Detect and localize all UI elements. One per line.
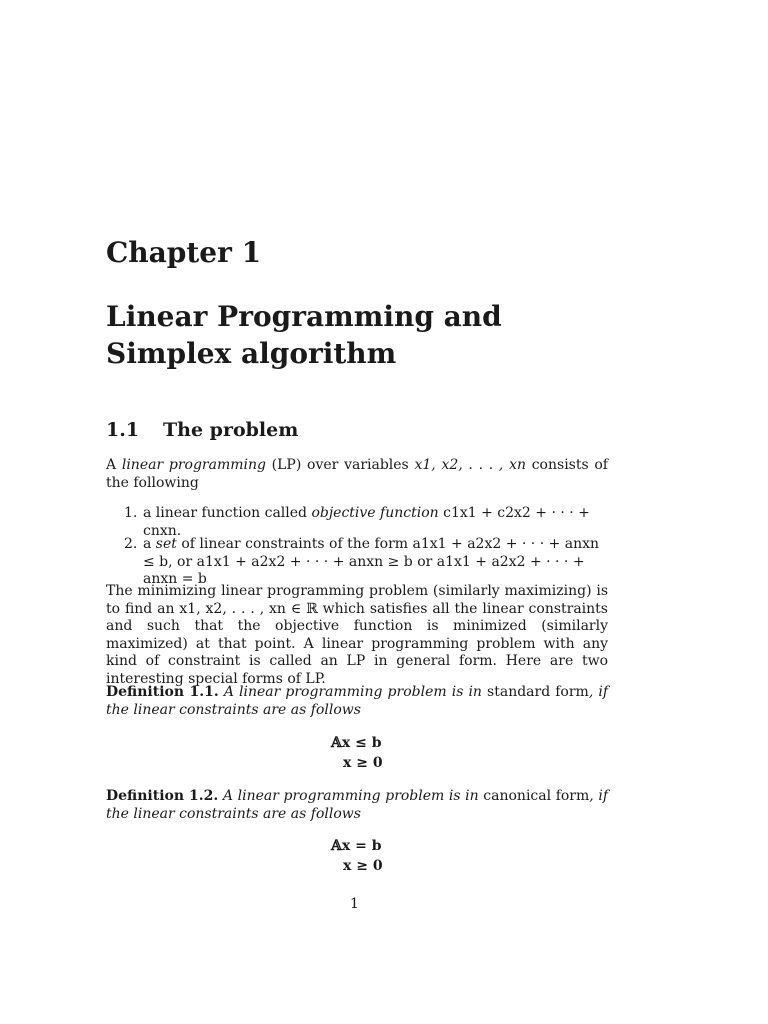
definition-term: canonical form [483, 788, 590, 804]
intro-emphasis: linear programming [121, 457, 266, 473]
intro-text: (LP) over variables [265, 457, 415, 473]
definition-term: standard form [487, 684, 589, 700]
chapter-label: Chapter 1 [106, 236, 262, 269]
definition-text: A linear programming problem is in [218, 684, 488, 700]
section-title: The problem [163, 419, 299, 441]
definition-label: Definition 1.1. [106, 684, 219, 700]
equation: 𝔸x ≤ b [331, 735, 382, 751]
chapter-title: Linear Programming and Simplex algorithm [106, 300, 502, 370]
list-item-body [143, 536, 610, 589]
intro-math: x1, x2, . . . , xn [414, 457, 526, 473]
list-math: c1x1 + c2x2 + · · · + cnxn. [143, 505, 590, 539]
body-paragraph: The minimizing linear programming problem (similarly maximizing) is to find an x1, x2, . . . , xn ∈ ℝ which satisfies all the linear constraints and such that the objective function is minimized (similarly maximized) at that point. A linear programming problem with any kind of constraint is called an LP in general form. Here are two interesting special forms of LP. [106, 583, 608, 687]
list-math: of linear constraints of the form a1x1 + a2x2 + · · · + anxn ≤ b, or a1x1 + a2x2 + · · · + anxn ≥ b or a1x1 + a2x2 + · · · + anxn = b [143, 536, 600, 587]
definition-text: , if the linear constraints are as follows [106, 788, 608, 822]
equation: x ≥ 0 [343, 755, 383, 771]
definition-2 [106, 787, 608, 823]
section-heading [106, 419, 298, 441]
list-text: a linear function called [143, 505, 312, 521]
list-emphasis: set [155, 536, 177, 552]
intro-text: consists of the following [106, 457, 608, 491]
definition-text: , if the linear constraints are as follows [106, 684, 609, 718]
list-emphasis: objective function [311, 505, 439, 521]
intro-paragraph [106, 457, 608, 492]
equation: 𝔸x = b [331, 838, 382, 854]
list-marker: 2. [124, 536, 138, 552]
list-text: a [143, 536, 156, 552]
intro-text: A [106, 457, 122, 473]
definition-text: A linear programming problem is in [218, 788, 484, 804]
page-number: 1 [350, 896, 359, 912]
definition-label: Definition 1.2. [106, 788, 219, 804]
list-marker: 1. [124, 505, 138, 521]
section-number: 1.1 [106, 419, 140, 441]
list-item-body [143, 505, 610, 540]
equation: x ≥ 0 [343, 858, 383, 874]
definition-1 [106, 683, 608, 719]
